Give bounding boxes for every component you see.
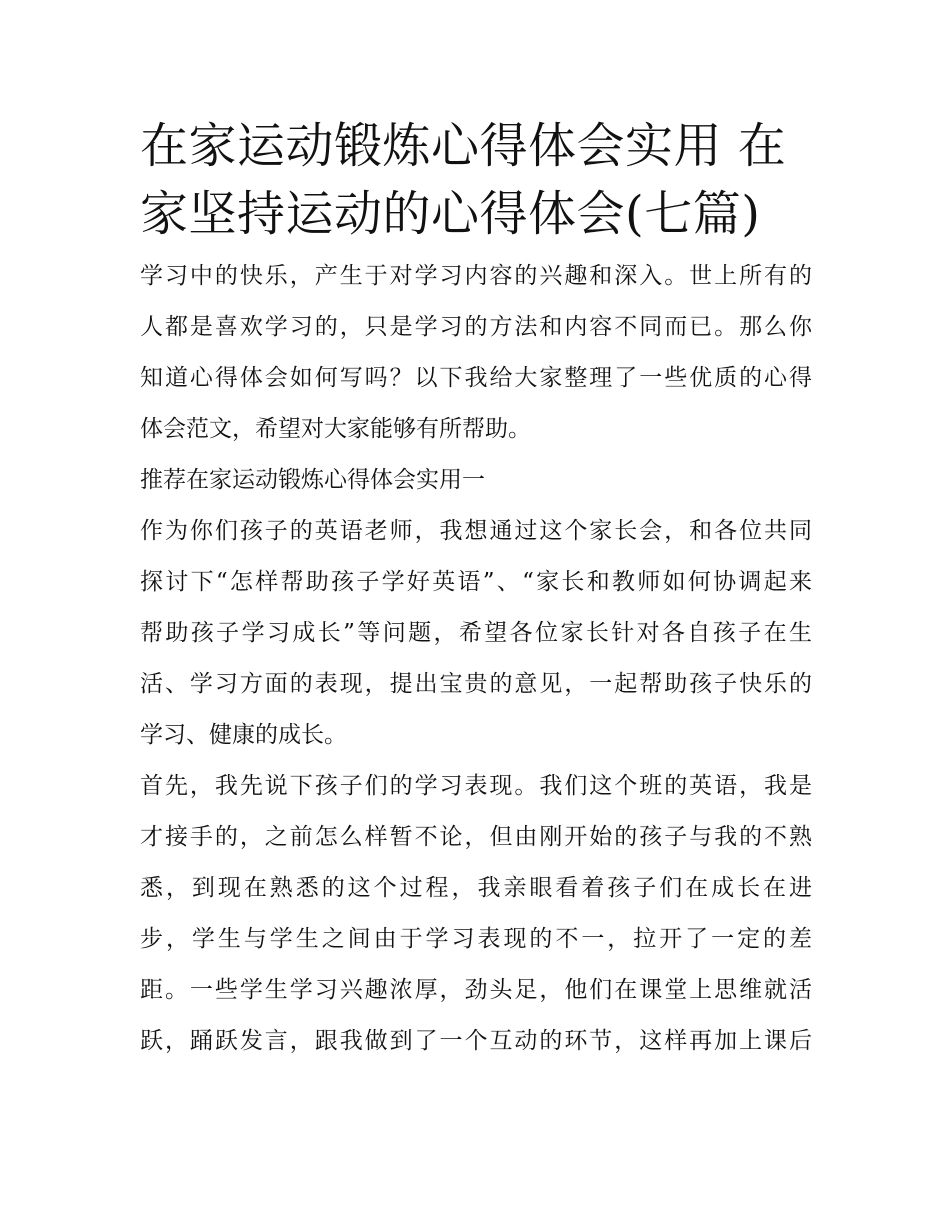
paragraph-line: 活、学习方面的表现，提出宝贵的意见，一起帮助孩子快乐的 bbox=[140, 671, 812, 697]
paragraph-line: 首先，我先说下孩子们的学习表现。我们这个班的英语，我是 bbox=[140, 773, 812, 799]
paragraph-line: 探讨下“怎样帮助孩子学好英语”、“家长和教师如何协调起来 bbox=[140, 569, 812, 595]
intro-line: 人都是喜欢学习的，只是学习的方法和内容不同而已。那么你 bbox=[140, 314, 812, 340]
document-title bbox=[140, 112, 812, 248]
title-line: 家坚持运动的心得体会(七篇) bbox=[140, 186, 761, 242]
paragraph-line: 步，学生与学生之间由于学习表现的不一，拉开了一定的差 bbox=[140, 926, 812, 952]
intro-line: 体会范文，希望对大家能够有所帮助。 bbox=[140, 416, 531, 442]
paragraph-line: 距。一些学生学习兴趣浓厚，劲头足，他们在课堂上思维就活 bbox=[140, 977, 812, 1003]
paragraph-line: 才接手的，之前怎么样暂不论，但由刚开始的孩子与我的不熟 bbox=[140, 824, 812, 850]
title-line: 在家运动锻炼心得体会实用 在 bbox=[140, 118, 787, 174]
paragraph-line: 作为你们孩子的英语老师，我想通过这个家长会，和各位共同 bbox=[140, 518, 812, 544]
section-heading: 推荐在家运动锻炼心得体会实用一 bbox=[140, 467, 485, 493]
paragraph-line: 帮助孩子学习成长”等问题，希望各位家长针对各自孩子在生 bbox=[140, 620, 812, 646]
intro-line: 学习中的快乐，产生于对学习内容的兴趣和深入。世上所有的 bbox=[140, 263, 812, 289]
intro-line: 知道心得体会如何写吗？以下我给大家整理了一些优质的心得 bbox=[140, 365, 812, 391]
document-page bbox=[140, 112, 812, 1067]
paragraph-line: 悉，到现在熟悉的这个过程，我亲眼看着孩子们在成长在进 bbox=[140, 875, 812, 901]
paragraph-line: 跃，踊跃发言，跟我做到了一个互动的环节，这样再加上课后 bbox=[140, 1028, 812, 1054]
document-body bbox=[140, 251, 812, 1067]
paragraph-line: 学习、健康的成长。 bbox=[140, 722, 347, 748]
